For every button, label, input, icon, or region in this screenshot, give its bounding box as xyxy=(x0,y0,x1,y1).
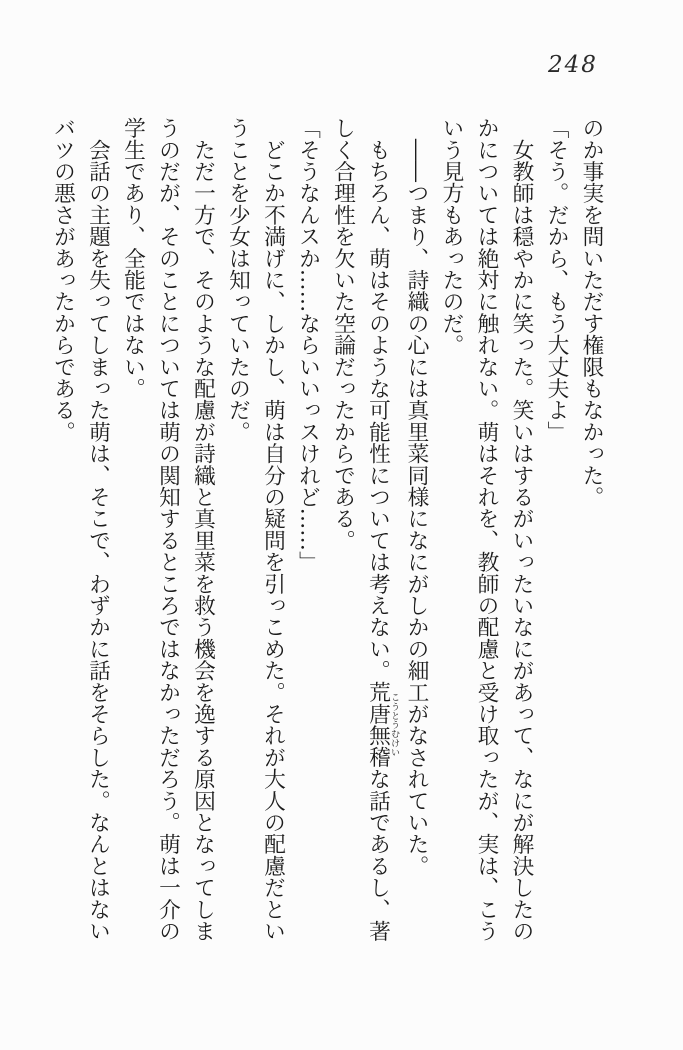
page-number: 248 xyxy=(548,52,598,78)
text-line: 学生であり、全能ではない。 xyxy=(120,117,146,400)
text-line: もちろん、萌はそのような可能性については考えない。荒唐無稽こうとうむけいな話であるし、著 xyxy=(365,117,399,942)
text-line: バツの悪さがあったからである。 xyxy=(50,117,76,443)
text-line: ただ一方で、そのような配慮が詩織と真里菜を救う機会を逸する原因となってしま xyxy=(190,117,216,942)
text-line: うのだが、そのことについては萌の関知するところではなかっただろう。萌は一介の xyxy=(155,117,181,942)
text-line: しく合理性を欠いた空論だったからである。 xyxy=(330,117,356,551)
vertical-text-area xyxy=(46,117,610,947)
text-line: のか事実を問いただす権限もなかった。 xyxy=(579,117,604,508)
text-line: かについては絶対に触れない。萌はそれを、教師の配慮と受け取ったが、実は、こう xyxy=(474,117,499,942)
furigana-ruby: 荒唐無稽こうとうむけい xyxy=(365,681,399,769)
text-line: 会話の主題を失ってしまった萌は、そこで、わずかに話をそらした。なんとはない xyxy=(85,117,111,942)
text-line: どこか不満げに、しかし、萌は自分の疑問を引っこめた。それが大人の配慮だとい xyxy=(260,117,286,942)
text-line: 「そうなんスか……ならいいっスけれど……」 xyxy=(295,117,321,573)
text-line: うことを少女は知っていたのだ。 xyxy=(225,117,251,443)
text-line: 「そう。だから、もう大丈夫よ」 xyxy=(544,117,569,443)
text-line: いう見方もあったのだ。 xyxy=(439,117,464,356)
text-line: 女教師は穏やかに笑った。笑いはするがいったいなにがあって、なにが解決したの xyxy=(509,117,534,942)
text-line: ――つまり、詩織の心には真里菜同様になにがしかの細工がなされていた。 xyxy=(404,117,429,877)
